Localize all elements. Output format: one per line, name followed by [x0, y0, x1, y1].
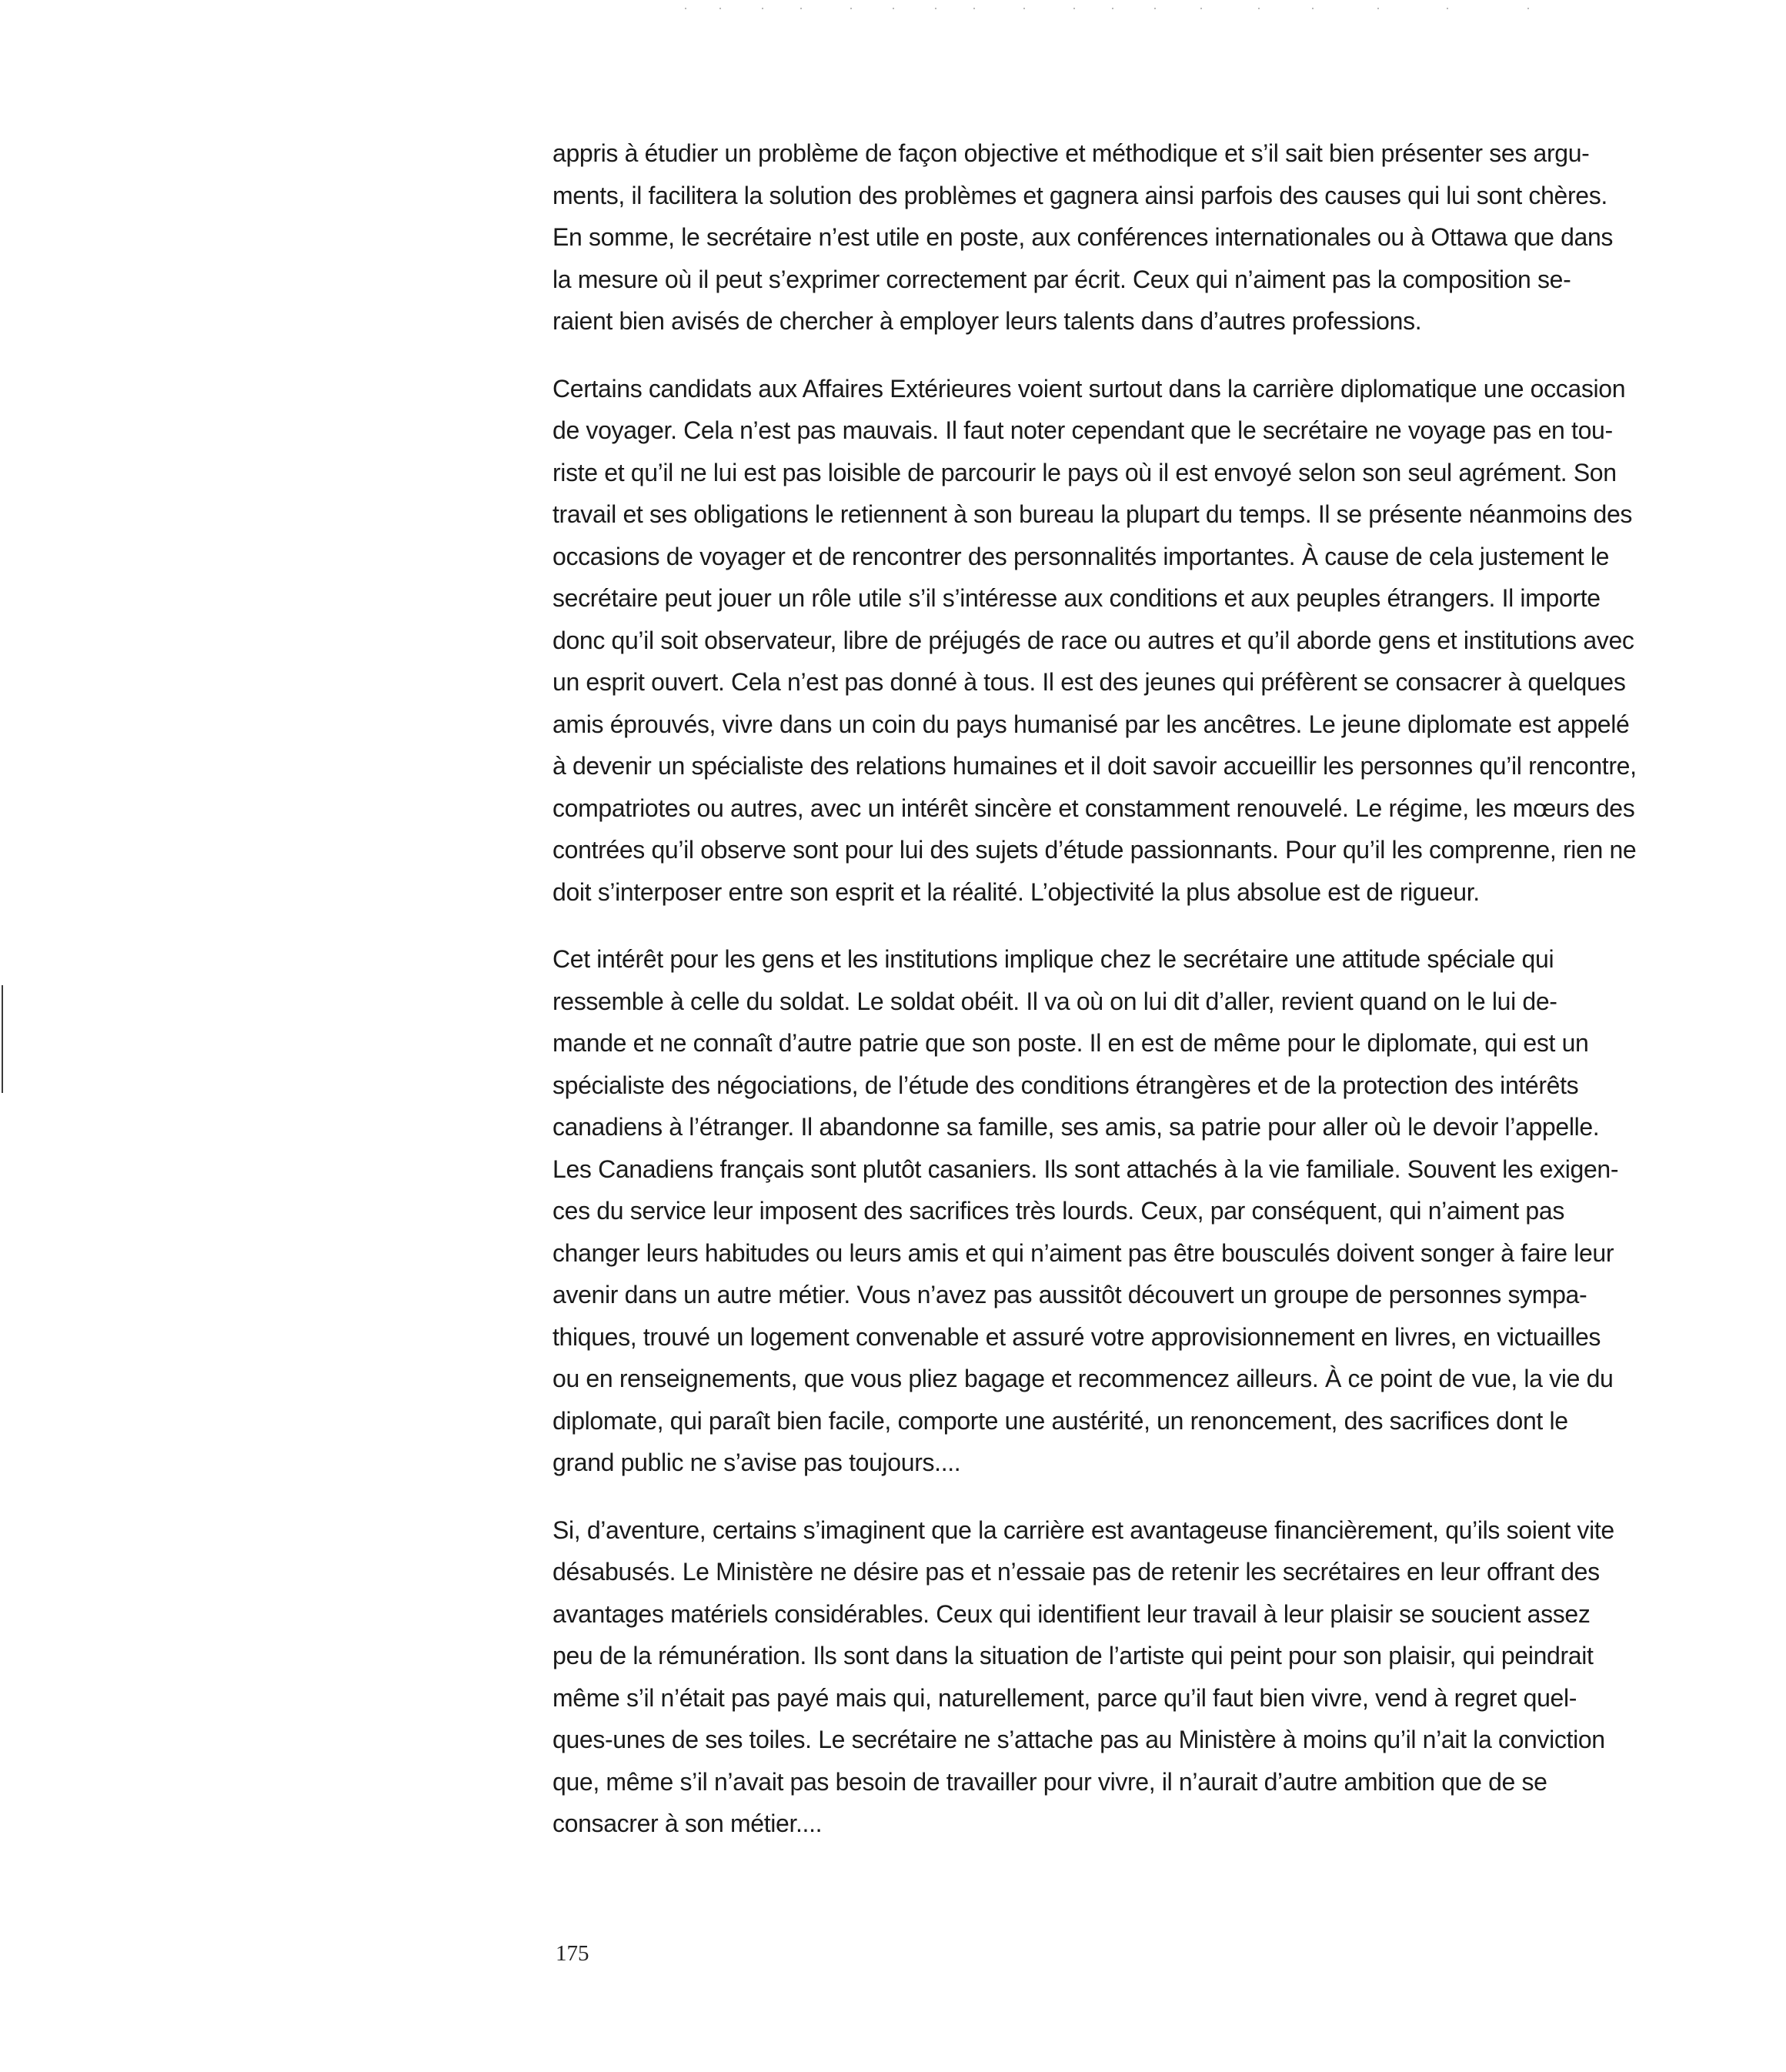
scan-speck [800, 8, 802, 9]
text-line: contrées qu’il observe sont pour lui des sujets d’étude passionnants. Pour qu’il les comprenne, rien ne [552, 836, 1637, 864]
text-line: thiques, trouvé un logement convenable et assuré votre approvisionnement en livres, en victuailles [552, 1322, 1601, 1351]
text-line: Les Canadiens français sont plutôt casaniers. Ils sont attachés à la vie familiale. Souvent les exigen- [552, 1155, 1619, 1183]
text-line: occasions de voyager et de rencontrer des personnalités importantes. À cause de cela justement le [552, 542, 1610, 570]
text-line: secrétaire peut jouer un rôle utile s’il s’intéresse aux conditions et aux peuples étrangers. Il importe [552, 584, 1601, 612]
scan-speck [1154, 8, 1156, 9]
scan-speck [1258, 8, 1260, 9]
scan-speck [850, 8, 852, 9]
scan-speck [685, 8, 686, 9]
scan-speck [1527, 8, 1529, 9]
paragraph-1 [552, 132, 1708, 343]
scan-speck [973, 8, 975, 9]
text-line: Si, d’aventure, certains s’imaginent que la carrière est avantageuse financièrement, qu’ils soient vite [552, 1516, 1614, 1544]
text-line: la mesure où il peut s’exprimer correctement par écrit. Ceux qui n’aiment pas la composition se- [552, 265, 1571, 293]
text-line: avantages matériels considérables. Ceux qui identifient leur travail à leur plaisir se soucient assez [552, 1599, 1591, 1628]
text-line: riste et qu’il ne lui est pas loisible de parcourir le pays où il est envoyé selon son seul agrément. Son [552, 458, 1617, 486]
text-line: Cet intérêt pour les gens et les institutions implique chez le secrétaire une attitude spéciale qui [552, 945, 1554, 973]
text-line: ressemble à celle du soldat. Le soldat obéit. Il va où on lui dit d’aller, revient quand on le lui de- [552, 987, 1557, 1015]
text-line: spécialiste des négociations, de l’étude des conditions étrangères et de la protection des intérêts [552, 1071, 1579, 1099]
scan-speck [1200, 8, 1202, 9]
text-line: doit s’interposer entre son esprit et la réalité. L’objectivité la plus absolue est de rigueur. [552, 877, 1480, 906]
text-line: consacrer à son métier.... [552, 1810, 823, 1837]
text-line: amis éprouvés, vivre dans un coin du pays humanisé par les ancêtres. Le jeune diplomate est appelé [552, 710, 1630, 738]
text-line: que, même s’il n’avait pas besoin de travailler pour vivre, il n’aurait d’autre ambition que de se [552, 1767, 1547, 1796]
paragraph-3 [552, 938, 1708, 1484]
text-line: raient bien avisés de chercher à employer leurs talents dans d’autres professions. [552, 307, 1422, 335]
text-line: diplomate, qui paraît bien facile, comporte une austérité, un renoncement, des sacrifices dont le [552, 1406, 1568, 1435]
text-line: peu de la rémunération. Ils sont dans la situation de l’artiste qui peint pour son plaisir, qui peindrait [552, 1642, 1594, 1669]
scan-speck [893, 8, 894, 9]
body-text [552, 132, 1708, 1870]
text-line: grand public ne s’avise pas toujours.... [552, 1449, 961, 1476]
text-line: donc qu’il soit observateur, libre de préjugés de race ou autres et qu’il aborde gens et institutions avec [552, 626, 1634, 654]
text-line: ces du service leur imposent des sacrifices très lourds. Ceux, par conséquent, qui n’aiment pas [552, 1197, 1564, 1225]
page-number: 175 [556, 1941, 589, 1966]
text-line: ou en renseignements, que vous pliez bagage et recommencez ailleurs. À ce point de vue, la vie du [552, 1365, 1614, 1392]
text-line: changer leurs habitudes ou leurs amis et qui n’aiment pas être bousculés doivent songer à faire leur [552, 1238, 1614, 1267]
text-line: appris à étudier un problème de façon objective et méthodique et s’il sait bien présenter ses argu- [552, 139, 1590, 167]
margin-scan-line [2, 985, 3, 1093]
text-line: compatriotes ou autres, avec un intérêt sincère et constamment renouvelé. Le régime, les mœurs des [552, 794, 1635, 822]
scan-speck [1023, 8, 1025, 9]
text-line: même s’il n’était pas payé mais qui, naturellement, parce qu’il faut bien vivre, vend à regret quel- [552, 1683, 1577, 1712]
text-line: canadiens à l’étranger. Il abandonne sa famille, ses amis, sa patrie pour aller où le devoir l’appelle. [552, 1113, 1600, 1141]
text-line: ments, il facilitera la solution des problèmes et gagnera ainsi parfois des causes qui lui sont chères. [552, 181, 1607, 209]
paragraph-2 [552, 368, 1708, 914]
scan-speck [1112, 8, 1113, 9]
text-line: à devenir un spécialiste des relations humaines et il doit savoir accueillir les personnes qu’il rencontre, [552, 752, 1637, 780]
text-line: avenir dans un autre métier. Vous n’avez pas aussitôt découvert un groupe de personnes sympa- [552, 1281, 1587, 1308]
text-line: de voyager. Cela n’est pas mauvais. Il faut noter cependant que le secrétaire ne voyage pas en tou- [552, 416, 1613, 444]
scan-artifacts [0, 0, 1786, 31]
scan-speck [1447, 8, 1448, 9]
text-line: ques-unes de ses toiles. Le secrétaire ne s’attache pas au Ministère à moins qu’il n’ait la conviction [552, 1726, 1605, 1753]
text-line: Certains candidats aux Affaires Extérieures voient surtout dans la carrière diplomatique une occasion [552, 374, 1626, 403]
scan-speck [935, 8, 936, 9]
text-line: un esprit ouvert. Cela n’est pas donné à tous. Il est des jeunes qui préfèrent se consacrer à quelques [552, 668, 1626, 696]
scan-speck [719, 8, 721, 9]
text-line: En somme, le secrétaire n’est utile en poste, aux conférences internationales ou à Ottawa que dans [552, 223, 1614, 251]
scan-speck [762, 8, 763, 9]
text-line: travail et ses obligations le retiennent à son bureau la plupart du temps. Il se présente néanmoins des [552, 500, 1633, 528]
scan-speck [1377, 8, 1379, 9]
scan-speck [1312, 8, 1314, 9]
paragraph-4 [552, 1509, 1708, 1845]
scan-speck [1073, 8, 1075, 9]
text-line: mande et ne connaît d’autre patrie que son poste. Il en est de même pour le diplomate, qui est un [552, 1029, 1589, 1057]
text-line: désabusés. Le Ministère ne désire pas et n’essaie pas de retenir les secrétaires en leur offrant des [552, 1558, 1600, 1586]
